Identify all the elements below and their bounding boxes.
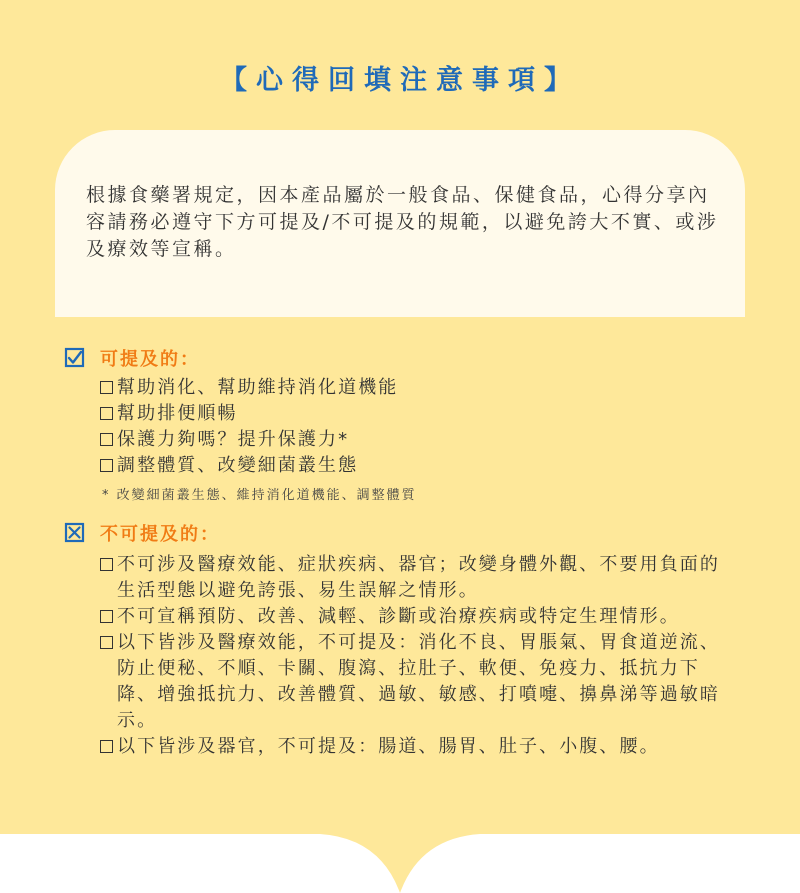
checkbox-icon: [100, 740, 113, 753]
list-item: 幫助排便順暢: [100, 401, 740, 427]
checkbox-icon: [100, 636, 113, 649]
checked-box-icon: [64, 347, 86, 369]
checkbox-icon: [100, 407, 113, 420]
allowed-section-heading: [64, 345, 200, 371]
checkbox-icon: [100, 610, 113, 623]
page-title: 【心得回填注意事項】: [220, 65, 580, 96]
allowed-footnote: * 改變細菌叢生態、維持消化道機能、調整體質: [102, 488, 417, 503]
list-item: 不可宣稱預防、改善、減輕、診斷或治療疾病或特定生理情形。: [100, 604, 740, 630]
intro-text: 根據食藥署規定，因本產品屬於一般食品、保健食品，心得分享內容請務必遵守下方可提及/不可提及的規範，以避免誇大不實、或涉及療效等宣稱。: [86, 184, 719, 260]
bottom-wave-decoration: [0, 820, 800, 893]
checkbox-icon: [100, 433, 113, 446]
list-item: 以下皆涉及器官，不可提及：腸道、腸胃、肚子、小腹、腰。: [100, 734, 740, 760]
checkbox-icon: [100, 558, 113, 571]
list-item: 以下皆涉及醫療效能，不可提及：消化不良、胃脹氣、胃食道逆流、防止便秘、不順、卡關、腹瀉、拉肚子、軟便、免疫力、抵抗力下降、增強抵抗力、改善體質、過敏、敏感、打噴嚏、擤鼻涕等過敏暗示。: [100, 630, 740, 734]
checkbox-icon: [100, 381, 113, 394]
list-item: 保護力夠嗎？提升保護力*: [100, 427, 740, 453]
list-item: 不可涉及醫療效能、症狀疾病、器官；改變身體外觀、不要用負面的生活型態以避免誇張、易生誤解之情形。: [100, 552, 740, 604]
allowed-heading-label: 可提及的：: [100, 349, 200, 370]
allowed-list: [100, 375, 740, 479]
forbidden-section-heading: [64, 520, 220, 546]
list-item: 調整體質、改變細菌叢生態: [100, 453, 740, 479]
forbidden-list: [100, 552, 740, 760]
checkbox-icon: [100, 459, 113, 472]
list-item: 幫助消化、幫助維持消化道機能: [100, 375, 740, 401]
forbidden-heading-label: 不可提及的：: [100, 524, 220, 545]
crossed-box-icon: [64, 522, 86, 544]
